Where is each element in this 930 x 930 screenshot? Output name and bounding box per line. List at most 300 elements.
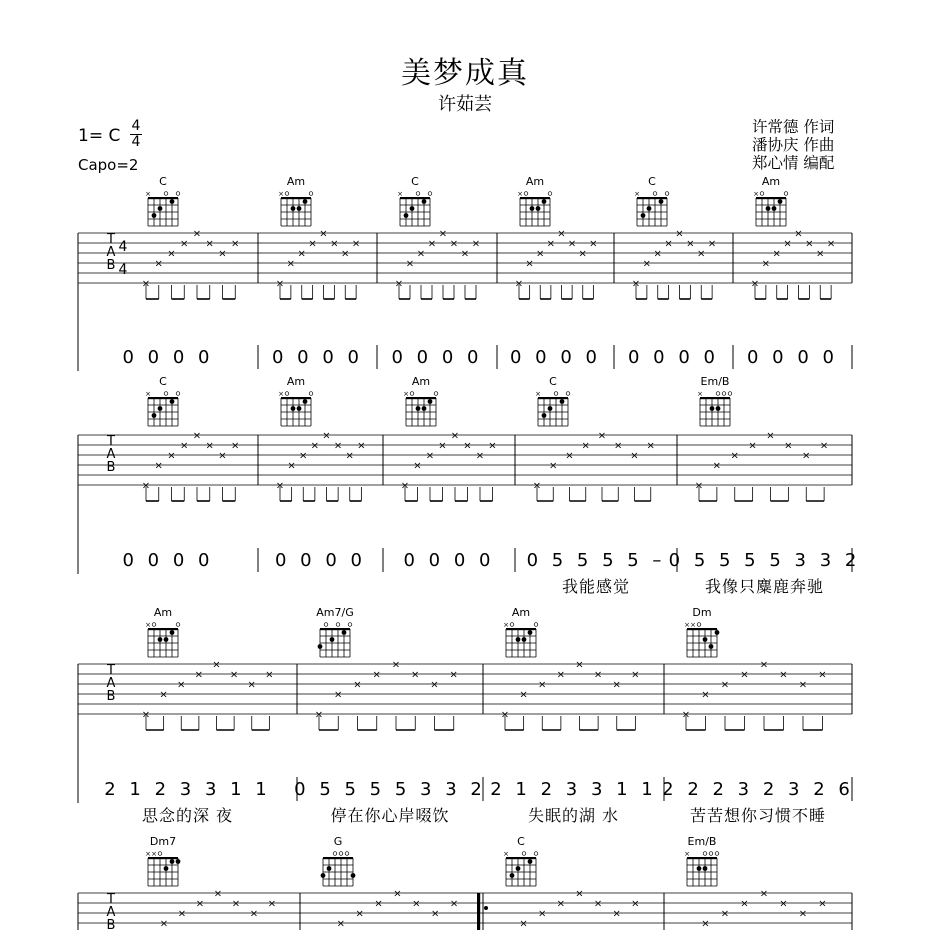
tab-pick-mark: × <box>265 669 274 681</box>
chord-finger-dot <box>158 206 163 211</box>
tab-pick-mark: × <box>712 460 722 472</box>
tab-pick-mark: × <box>192 430 202 442</box>
chord-nut <box>520 197 550 199</box>
artist-name: 许茹芸 <box>438 94 492 115</box>
tab-pick-mark: × <box>247 679 256 691</box>
open-string-mark <box>728 392 732 396</box>
open-string-mark <box>653 192 657 196</box>
chord-finger-dot <box>158 637 163 642</box>
chord-finger-dot <box>766 206 771 211</box>
chord-finger-dot <box>416 406 421 411</box>
tab-letter: T <box>107 232 115 247</box>
lyrics-line: 苦苦想你习惯不睡 <box>689 806 827 825</box>
muted-string-mark: × <box>753 190 759 198</box>
tab-pick-mark: × <box>565 450 574 462</box>
jianpu-notation: 0 0 0 0 <box>391 347 483 368</box>
open-string-mark <box>510 623 514 627</box>
tab-pick-mark: × <box>798 908 808 920</box>
tab-pick-mark: × <box>177 908 187 920</box>
open-string-mark <box>333 852 337 856</box>
tab-pick-mark: × <box>218 248 227 260</box>
open-string-mark <box>309 392 313 396</box>
tab-pick-mark: × <box>275 480 285 492</box>
tab-pick-mark: × <box>525 258 534 270</box>
chord-nut <box>148 628 178 630</box>
chord-name: C <box>159 175 167 188</box>
tab-pick-mark: × <box>212 659 221 671</box>
open-string-mark <box>336 623 340 627</box>
tab-pick-mark: × <box>538 679 547 691</box>
tab-pick-mark: × <box>405 258 415 270</box>
chord-name: C <box>549 375 557 388</box>
chord-diagram-am <box>403 375 438 426</box>
chord-finger-dot <box>709 644 714 649</box>
tab-pick-mark: × <box>630 450 639 462</box>
chord-nut <box>756 197 786 199</box>
open-string-mark <box>410 392 414 396</box>
tab-pick-mark: × <box>351 238 361 250</box>
tab-pick-mark: × <box>532 480 542 492</box>
tab-pick-mark: × <box>438 440 447 452</box>
tab-pick-mark: × <box>675 228 684 240</box>
repeat-dot <box>484 906 488 910</box>
chord-finger-dot <box>318 644 323 649</box>
tab-pick-mark: × <box>475 450 485 462</box>
chord-finger-dot <box>522 637 527 642</box>
key-signature: 1= C <box>78 126 121 146</box>
chord-finger-dot <box>528 859 533 864</box>
chord-diagram-am7g <box>316 606 353 657</box>
tab-pick-mark: × <box>159 689 168 701</box>
tab-pick-mark: × <box>730 450 739 462</box>
lyrics-line: 我像只麋鹿奔驰 <box>704 577 825 596</box>
jianpu-notation: 0 0 0 0 <box>122 550 214 571</box>
chord-nut <box>323 857 353 859</box>
tab-pick-mark: × <box>784 440 793 452</box>
tab-letter: T <box>107 434 115 449</box>
tab-pick-mark: × <box>646 440 655 452</box>
tab-pick-mark: × <box>701 918 710 930</box>
jianpu-notation: 2 2 2 3 2 3 2 6 <box>662 779 854 800</box>
tab-pick-mark: × <box>519 689 528 701</box>
tab-pick-mark: × <box>412 898 421 910</box>
tab-pick-mark: × <box>772 248 781 260</box>
open-string-mark <box>715 852 719 856</box>
tab-pick-mark: × <box>694 480 704 492</box>
chord-finger-dot <box>422 199 427 204</box>
chord-nut <box>687 857 717 859</box>
tab-pick-mark: × <box>177 679 186 691</box>
tab-pick-mark: × <box>192 228 202 240</box>
muted-string-mark: × <box>145 850 151 858</box>
chord-name: Em/B <box>687 835 717 848</box>
jianpu-notation: 0 0 0 0 <box>747 347 838 368</box>
open-string-mark <box>524 192 528 196</box>
tab-pick-mark: × <box>286 258 296 270</box>
chord-diagram-g <box>321 835 356 886</box>
tab-pick-mark: × <box>205 238 214 250</box>
tab-pick-mark: × <box>766 430 775 442</box>
tab-pick-mark: × <box>391 659 401 671</box>
chord-diagram-c <box>535 375 570 426</box>
chord-name: Am <box>525 175 545 188</box>
tab-pick-mark: × <box>681 709 691 721</box>
tab-pick-mark: × <box>355 908 364 920</box>
chord-diagram-c <box>145 175 180 226</box>
muted-string-mark: × <box>684 850 690 858</box>
tab-pick-mark: × <box>819 440 829 452</box>
muted-string-mark: × <box>535 390 541 398</box>
open-string-mark <box>309 192 313 196</box>
muted-string-mark: × <box>278 390 284 398</box>
tab-pick-mark: × <box>430 679 439 691</box>
tab-pick-mark: × <box>697 248 706 260</box>
repeat-barline-thick <box>477 893 480 930</box>
tab-pick-mark: × <box>334 689 343 701</box>
open-string-mark <box>348 623 352 627</box>
chord-finger-dot <box>516 866 521 871</box>
open-string-mark <box>176 623 180 627</box>
song-title: 美梦成真 <box>401 56 529 91</box>
chord-diagram-dm7 <box>145 835 180 886</box>
tab-letter: T <box>107 892 115 907</box>
tab-pick-mark: × <box>686 238 695 250</box>
tab-pick-mark: × <box>536 248 545 260</box>
jianpu-notation: 0 0 0 0 <box>403 550 495 571</box>
open-string-mark <box>434 392 438 396</box>
chord-finger-dot <box>542 413 547 418</box>
chord-finger-dot <box>327 866 332 871</box>
tab-pick-mark: × <box>612 908 621 920</box>
time-signature-bottom: 4 <box>131 134 141 150</box>
tab-pick-mark: × <box>549 460 558 472</box>
muted-string-mark: × <box>517 190 523 198</box>
tab-pick-mark: × <box>141 480 151 492</box>
tab-letter: A <box>106 905 116 920</box>
tab-pick-mark: × <box>231 898 241 910</box>
chord-name: G <box>333 835 343 848</box>
open-string-mark <box>324 623 328 627</box>
jianpu-notation: 0 0 0 0 <box>510 347 601 368</box>
chord-nut <box>637 197 667 199</box>
tab-pick-mark: × <box>299 450 308 462</box>
tab-pick-mark: × <box>416 248 426 260</box>
chord-finger-dot <box>291 406 296 411</box>
chord-name: C <box>411 175 419 188</box>
jianpu-notation: 0 0 0 0 <box>272 347 363 368</box>
tab-pick-mark: × <box>195 898 205 910</box>
tab-pick-mark: × <box>707 238 717 250</box>
chord-diagram-dm <box>684 606 719 657</box>
chord-finger-dot <box>715 630 720 635</box>
chord-name: Am <box>286 175 306 188</box>
muted-string-mark: × <box>503 621 509 629</box>
tab-pick-mark: × <box>631 278 641 290</box>
tab-pick-mark: × <box>394 278 404 290</box>
chord-diagram-am <box>517 175 552 226</box>
tab-pick-mark: × <box>450 430 460 442</box>
tab-pick-mark: × <box>194 669 204 681</box>
chord-finger-dot <box>641 213 646 218</box>
tab-pick-mark: × <box>449 898 459 910</box>
jianpu-notation: 0 0 0 0 <box>122 347 214 368</box>
tab-pick-mark: × <box>431 908 440 920</box>
chord-finger-dot <box>404 213 409 218</box>
tab-pick-mark: × <box>794 228 803 240</box>
tab-pick-mark: × <box>826 238 836 250</box>
open-string-mark <box>164 192 168 196</box>
tab-pick-mark: × <box>154 460 163 472</box>
chord-name: Am <box>153 606 173 619</box>
open-string-mark <box>164 392 168 396</box>
open-string-mark <box>722 392 726 396</box>
tab-pick-mark: × <box>427 238 437 250</box>
tab-pick-mark: × <box>720 908 730 920</box>
open-string-mark <box>176 192 180 196</box>
tab-letter: A <box>106 676 116 691</box>
tab-pick-mark: × <box>449 669 458 681</box>
muted-string-mark: × <box>697 390 703 398</box>
tab-pick-mark: × <box>205 440 214 452</box>
open-string-mark <box>285 192 289 196</box>
tab-time-top: 4 <box>118 239 128 255</box>
chord-finger-dot <box>422 406 427 411</box>
chord-name: Em/B <box>700 375 730 388</box>
open-string-mark <box>152 623 156 627</box>
chord-finger-dot <box>170 630 175 635</box>
chord-finger-dot <box>428 399 433 404</box>
tab-pick-mark: × <box>319 228 328 240</box>
chord-nut <box>148 397 178 399</box>
tab-pick-mark: × <box>701 689 710 701</box>
chord-finger-dot <box>516 637 521 642</box>
tab-pick-mark: × <box>759 888 769 900</box>
open-string-mark <box>697 623 701 627</box>
tab-letter: B <box>106 689 116 704</box>
tab-pick-mark: × <box>141 709 151 721</box>
chord-finger-dot <box>716 406 721 411</box>
tab-pick-mark: × <box>231 440 240 452</box>
chord-diagram-c <box>397 175 432 226</box>
chord-finger-dot <box>164 637 169 642</box>
muted-string-mark: × <box>145 190 151 198</box>
open-string-mark <box>703 852 707 856</box>
jianpu-notation: 0 5 5 5 5 3 3 2 <box>294 779 486 800</box>
tab-pick-mark: × <box>500 709 510 721</box>
tab-pick-mark: × <box>438 228 448 240</box>
chord-name: C <box>648 175 656 188</box>
jianpu-notation: 0 0 0 0 <box>275 550 366 571</box>
tab-pick-mark: × <box>581 440 590 452</box>
tab-pick-mark: × <box>345 450 354 462</box>
tab-pick-mark: × <box>783 238 792 250</box>
tab-pick-mark: × <box>514 278 524 290</box>
chord-diagram-am <box>278 375 313 426</box>
chord-name: Dm7 <box>149 835 177 848</box>
muted-string-mark: × <box>145 390 151 398</box>
chord-diagram-am <box>503 606 538 657</box>
chord-finger-dot <box>170 859 175 864</box>
open-string-mark <box>554 392 558 396</box>
chord-diagram-c <box>503 835 538 886</box>
tab-pick-mark: × <box>589 238 598 250</box>
tab-pick-mark: × <box>411 669 420 681</box>
tab-letter: B <box>106 460 116 475</box>
jianpu-notation: 0 5 5 5 5 3 3 2 <box>668 550 861 571</box>
tab-pick-mark: × <box>449 238 459 250</box>
chord-nut <box>506 857 536 859</box>
tab-pick-mark: × <box>357 440 366 452</box>
chord-finger-dot <box>170 399 175 404</box>
tab-pick-mark: × <box>471 238 481 250</box>
tab-pick-mark: × <box>546 238 556 250</box>
open-string-mark <box>566 392 570 396</box>
open-string-mark <box>522 852 526 856</box>
tab-pick-mark: × <box>575 659 584 671</box>
chord-finger-dot <box>297 206 302 211</box>
chord-name: Am <box>286 375 306 388</box>
tab-pick-mark: × <box>393 888 402 900</box>
chord-diagram-c <box>145 375 180 426</box>
chord-finger-dot <box>659 199 664 204</box>
muted-string-mark: × <box>690 621 696 629</box>
time-signature-top: 4 <box>131 118 141 134</box>
chord-nut <box>506 628 536 630</box>
chord-finger-dot <box>647 206 652 211</box>
tab-pick-mark: × <box>664 238 673 250</box>
tab-pick-mark: × <box>180 440 189 452</box>
tab-pick-mark: × <box>460 248 470 260</box>
open-string-mark <box>760 192 764 196</box>
chord-name: Dm <box>692 606 712 619</box>
open-string-mark <box>416 192 420 196</box>
chord-finger-dot <box>342 630 347 635</box>
open-string-mark <box>709 852 713 856</box>
tab-pick-mark: × <box>167 450 176 462</box>
credit-composer: 潘协庆 作曲 <box>752 136 835 154</box>
open-string-mark <box>548 192 552 196</box>
tab-pick-mark: × <box>229 669 239 681</box>
tab-pick-mark: × <box>275 278 285 290</box>
chord-finger-dot <box>410 206 415 211</box>
chord-finger-dot <box>351 873 356 878</box>
credit-arranger: 郑心情 编配 <box>752 154 835 172</box>
chord-diagram-c <box>634 175 669 226</box>
tab-pick-mark: × <box>802 450 811 462</box>
chord-name: C <box>517 835 525 848</box>
chord-finger-dot <box>703 866 708 871</box>
jianpu-notation: 2 1 2 3 3 1 1 <box>104 779 271 800</box>
tab-pick-mark: × <box>297 248 306 260</box>
chord-finger-dot <box>152 413 157 418</box>
capo-label: Capo=2 <box>78 156 139 174</box>
tab-pick-mark: × <box>330 238 339 250</box>
chord-diagram-am <box>753 175 788 226</box>
tab-pick-mark: × <box>141 278 151 290</box>
chord-finger-dot <box>510 873 515 878</box>
chord-finger-dot <box>152 213 157 218</box>
open-string-mark <box>158 852 162 856</box>
open-string-mark <box>428 192 432 196</box>
tab-letter: B <box>106 258 116 273</box>
chord-finger-dot <box>170 199 175 204</box>
chord-finger-dot <box>530 206 535 211</box>
muted-string-mark: × <box>634 190 640 198</box>
open-string-mark <box>285 392 289 396</box>
chord-nut <box>538 397 568 399</box>
tab-pick-mark: × <box>463 440 472 452</box>
tab-pick-mark: × <box>593 898 603 910</box>
open-string-mark <box>665 192 669 196</box>
tab-pick-mark: × <box>631 898 640 910</box>
tab-pick-mark: × <box>167 248 176 260</box>
open-string-mark <box>534 623 538 627</box>
tab-pick-mark: × <box>779 669 788 681</box>
tab-time-bottom: 4 <box>118 262 128 278</box>
chord-name: Am7/G <box>316 606 354 619</box>
chord-finger-dot <box>778 199 783 204</box>
chord-nut <box>148 197 178 199</box>
tab-pick-mark: × <box>805 238 814 250</box>
tab-pick-mark: × <box>614 440 623 452</box>
lyrics-line: 停在你心岸啜饮 <box>330 806 450 825</box>
tab-pick-mark: × <box>159 918 169 930</box>
tab-pick-mark: × <box>816 248 825 260</box>
chord-nut <box>281 397 311 399</box>
chord-finger-dot <box>291 206 296 211</box>
chord-name: Am <box>511 606 531 619</box>
muted-string-mark: × <box>278 190 284 198</box>
tab-letter: T <box>107 663 115 678</box>
chord-finger-dot <box>703 637 708 642</box>
chord-nut <box>406 397 436 399</box>
tab-pick-mark: × <box>218 450 227 462</box>
chord-finger-dot <box>710 406 715 411</box>
chord-finger-dot <box>164 866 169 871</box>
tab-pick-mark: × <box>519 918 528 930</box>
tab-pick-mark: × <box>759 659 769 671</box>
tab-pick-mark: × <box>213 888 223 900</box>
tab-pick-mark: × <box>341 248 350 260</box>
tab-pick-mark: × <box>798 679 808 691</box>
open-string-mark <box>716 392 720 396</box>
tab-pick-mark: × <box>310 440 320 452</box>
jianpu-notation: 2 1 2 3 3 1 1 <box>490 779 657 800</box>
tab-pick-mark: × <box>180 238 189 250</box>
tab-pick-mark: × <box>578 248 587 260</box>
tab-pick-mark: × <box>353 679 362 691</box>
chord-name: C <box>159 375 167 388</box>
tab-pick-mark: × <box>593 669 603 681</box>
chord-finger-dot <box>560 399 565 404</box>
tab-pick-mark: × <box>538 908 547 920</box>
chord-finger-dot <box>697 866 702 871</box>
open-string-mark <box>345 852 349 856</box>
muted-string-mark: × <box>503 850 509 858</box>
lyrics-line: 我能感觉 <box>561 577 631 596</box>
tab-pick-mark: × <box>413 460 422 472</box>
muted-string-mark: × <box>151 850 157 858</box>
tab-pick-mark: × <box>154 258 163 270</box>
tab-pick-mark: × <box>818 898 827 910</box>
tab-pick-mark: × <box>231 238 240 250</box>
tab-pick-mark: × <box>400 480 410 492</box>
lyrics-line: 失眠的湖 水 <box>527 806 620 825</box>
tab-pick-mark: × <box>779 898 788 910</box>
chord-diagram-am <box>145 606 180 657</box>
chord-finger-dot <box>536 206 541 211</box>
chord-finger-dot <box>303 199 308 204</box>
